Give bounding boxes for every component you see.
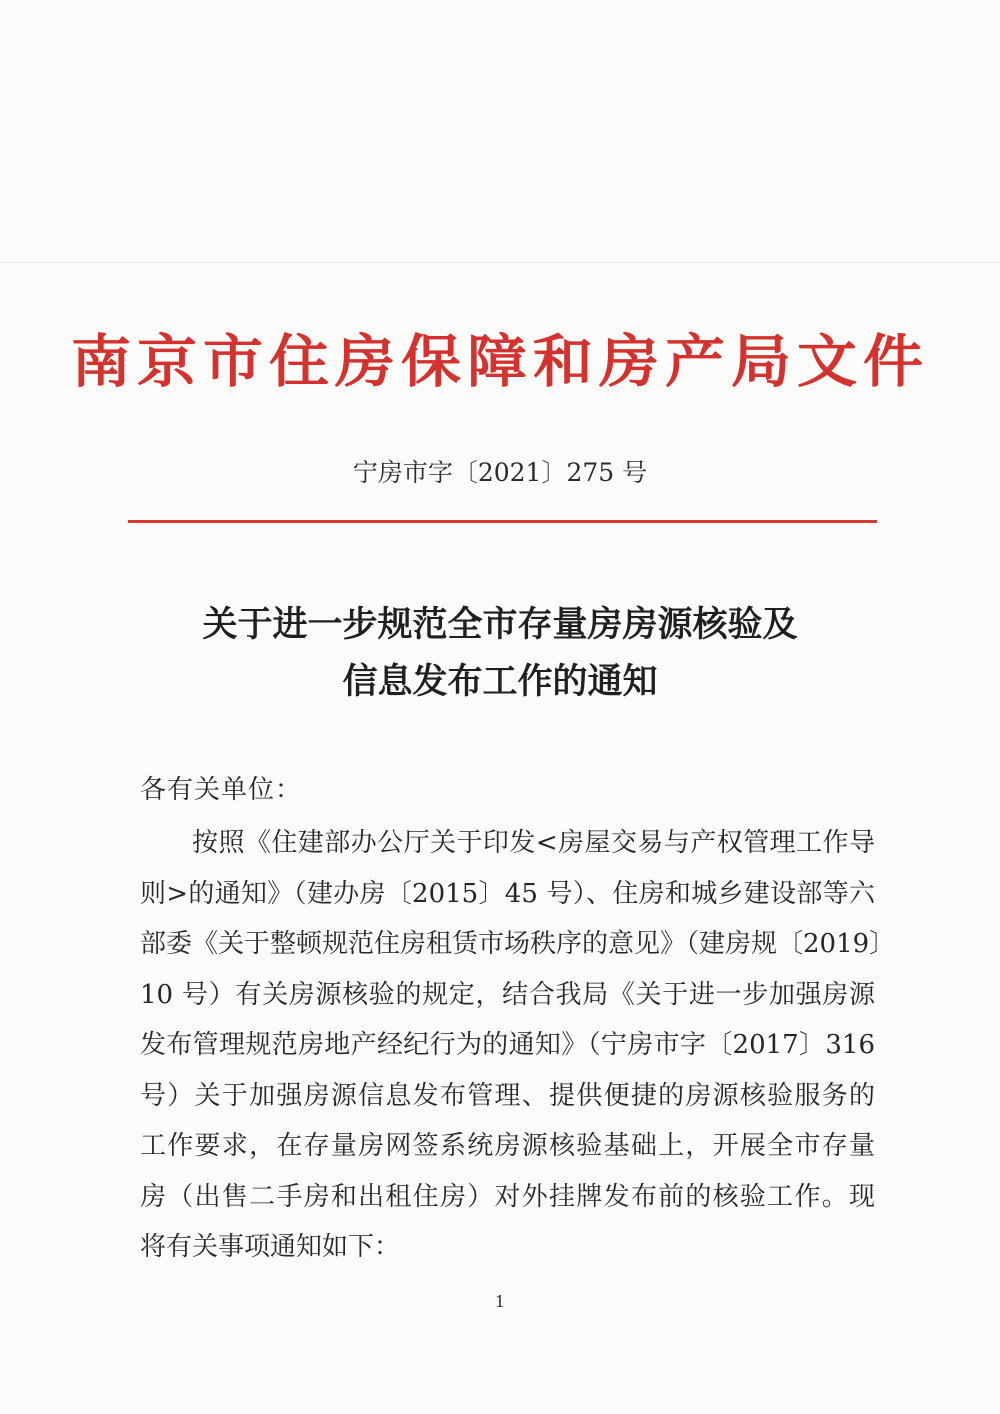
body-line: 10 号）有关房源核验的规定，结合我局《关于进一步加强房源: [140, 979, 875, 1010]
body-paragraph: [140, 818, 896, 1273]
body-line: 房（出售二手房和出租住房）对外挂牌发布前的核验工作。现: [140, 1181, 875, 1212]
issuing-authority-title: 南京市住房保障和房产局文件: [71, 328, 929, 396]
page-number: 1: [494, 1292, 506, 1311]
red-separator-rule: [128, 520, 877, 523]
body-line: 发布管理规范房地产经纪行为的通知》（宁房市字〔2017〕316: [140, 1030, 875, 1060]
scan-fold-line: [0, 262, 1000, 263]
body-line: 部委《关于整顿规范住房租赁市场秩序的意见》（建房规〔2019〕: [140, 929, 896, 959]
body-line: 则>的通知》（建办房〔2015〕45 号）、住房和城乡建设部等六: [140, 878, 875, 909]
body-line: 工作要求，在存量房网签系统房源核验基础上，开展全市存量: [140, 1131, 875, 1161]
salutation: 各有关单位：: [140, 775, 303, 805]
document-number: 宁房市字〔2021〕275 号: [352, 458, 648, 487]
body-line: 号）关于加强房源信息发布管理、提供便捷的房源核验服务的: [140, 1080, 875, 1111]
body-line: 将有关事项通知如下：: [140, 1232, 401, 1262]
notice-title-line-2: 信息发布工作的通知: [342, 661, 658, 702]
notice-title: [0, 596, 1000, 710]
notice-title-line-1: 关于进一步规范全市存量房房源核验及: [202, 604, 798, 645]
body-line: 按照《住建部办公厅关于印发<房屋交易与产权管理工作导: [192, 828, 875, 858]
